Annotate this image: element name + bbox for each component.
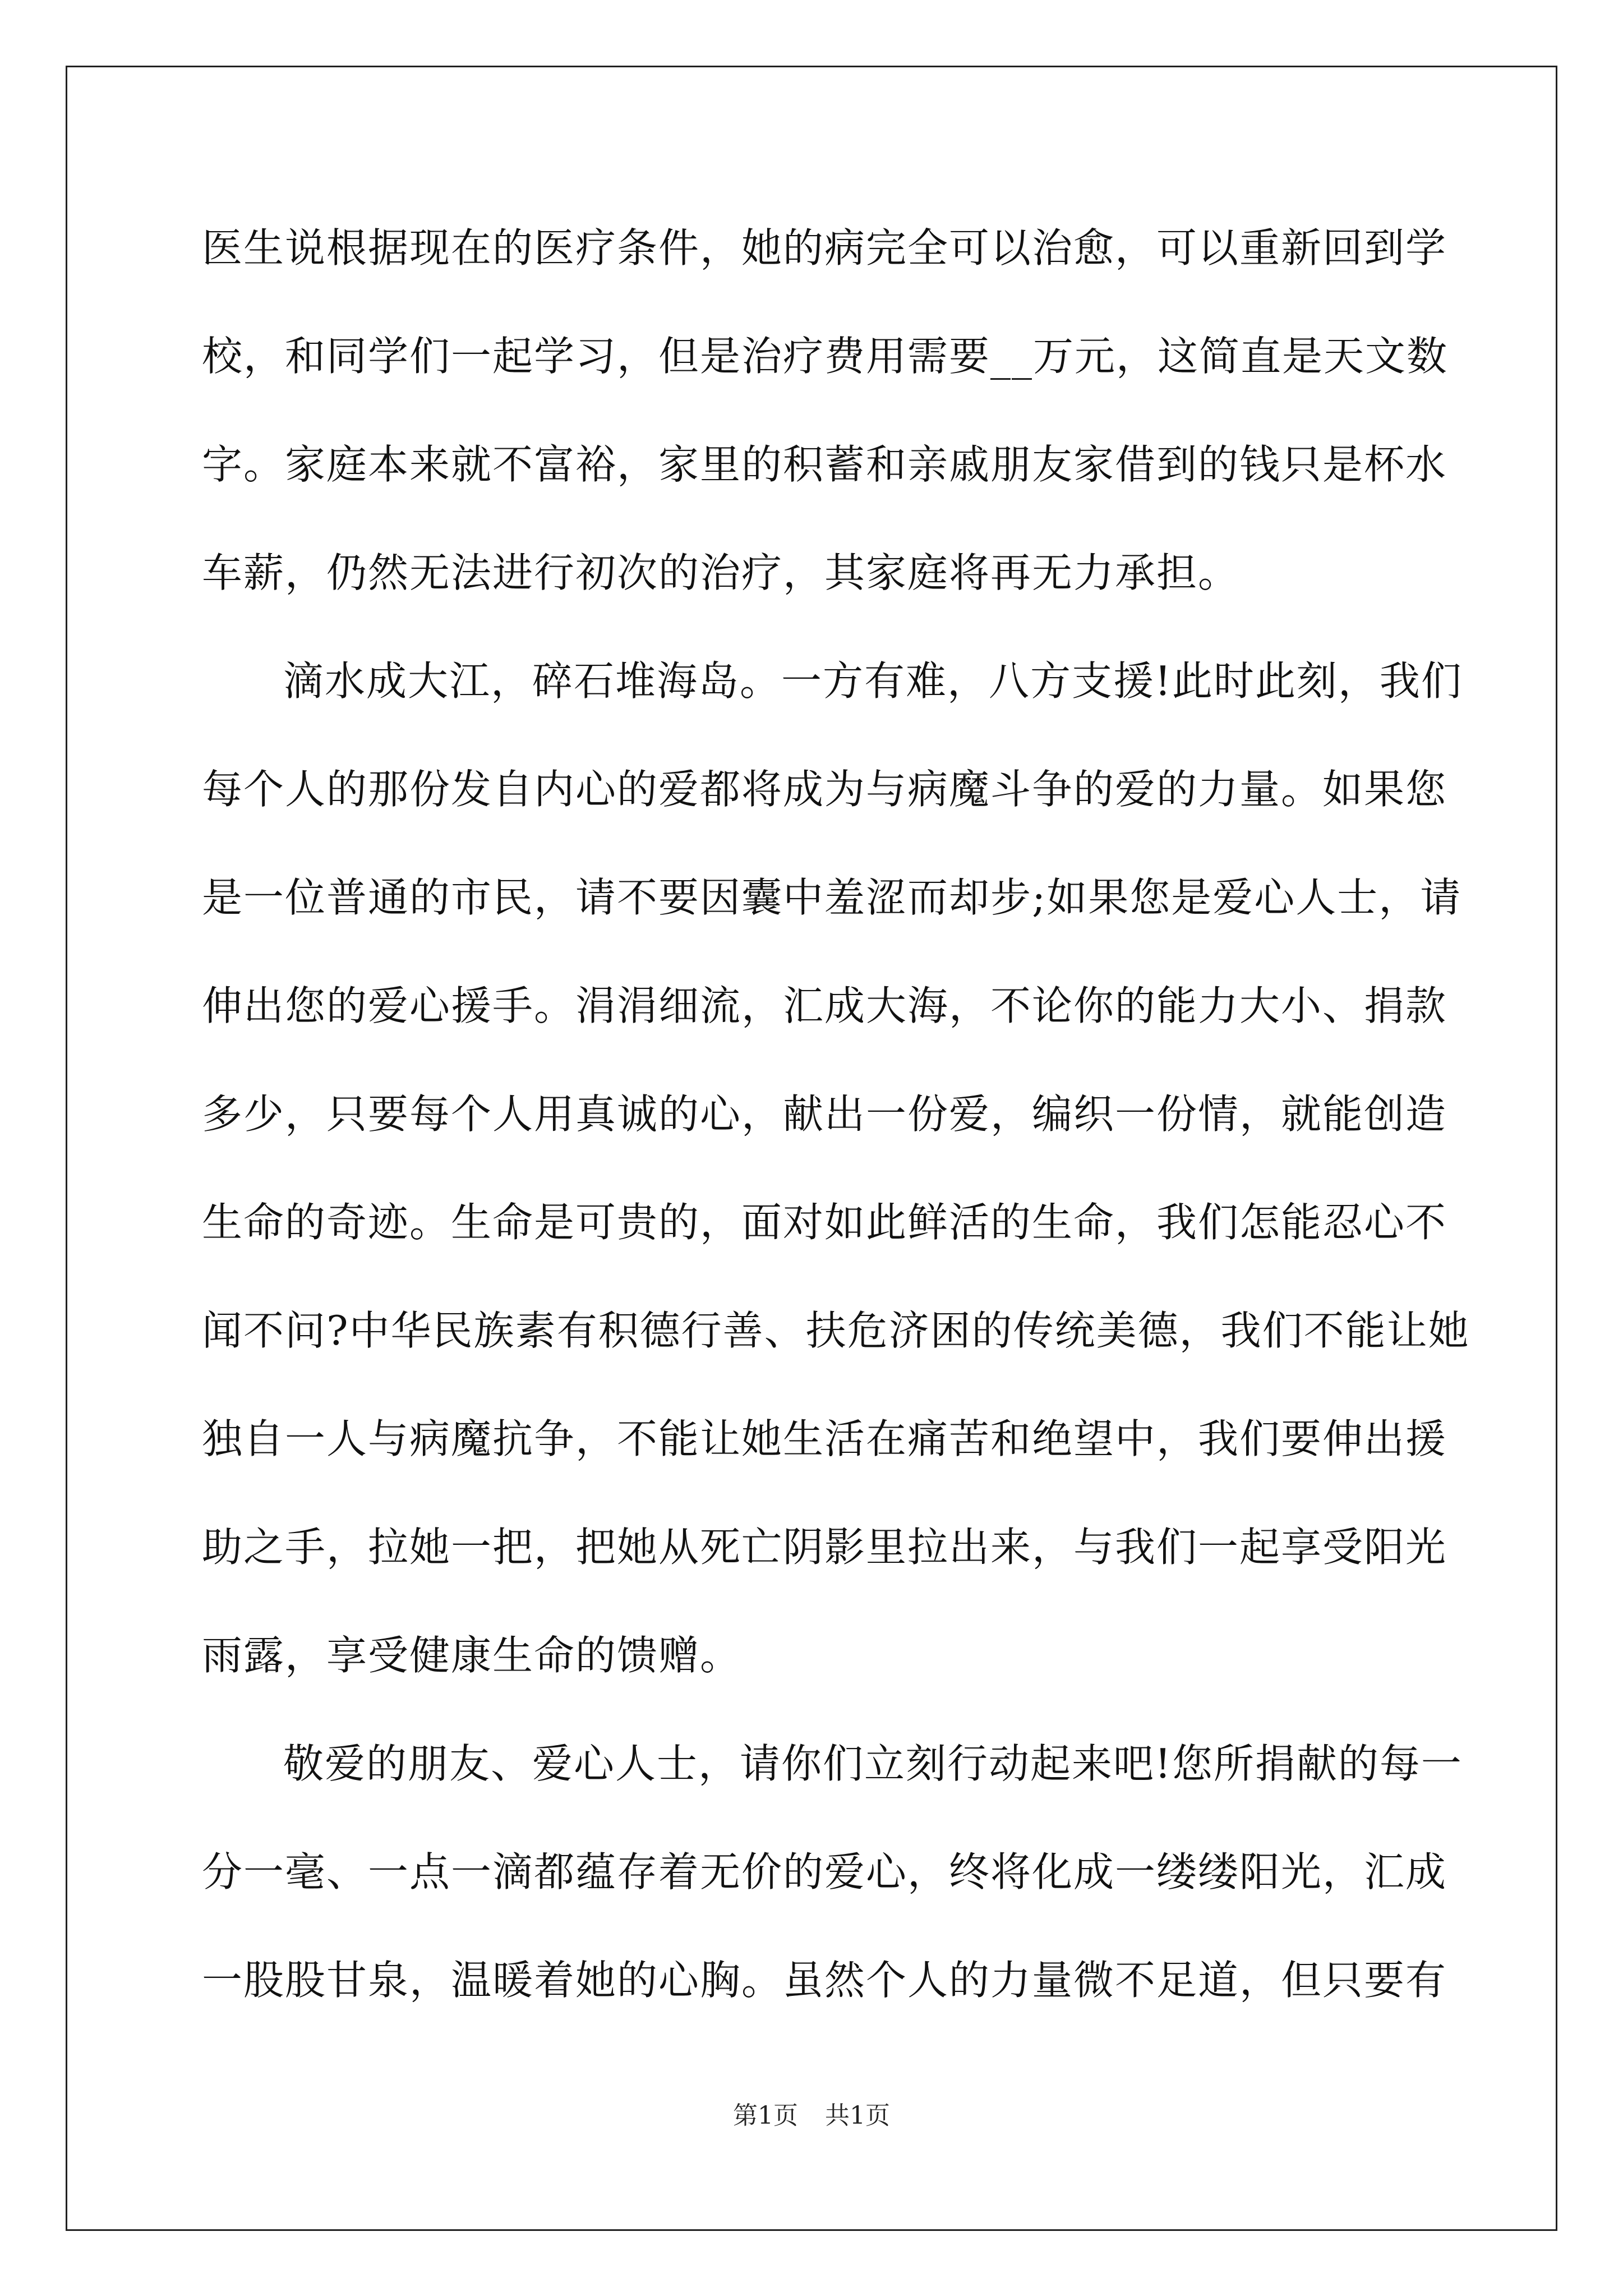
paragraph-line: 医生说根据现在的医疗条件，她的病完全可以治愈，可以重新回到学: [202, 224, 1447, 272]
paragraph-line: 分一毫、一点一滴都蕴存着无价的爱心，终将化成一缕缕阳光，汇成: [202, 1848, 1447, 1895]
paragraph-line: 每个人的那份发自内心的爱都将成为与病魔斗争的爱的力量。如果您: [202, 766, 1447, 813]
page-total: 共1页: [825, 2101, 890, 2130]
paragraph-line: 助之手，拉她一把，把她从死亡阴影里拉出来，与我们一起享受阳光: [202, 1524, 1447, 1571]
paragraph-2: [202, 641, 1470, 1723]
paragraph-line: 敬爱的朋友、爱心人士，请你们立刻行动起来吧!您所捐献的每一: [283, 1740, 1463, 1787]
paragraph-line: 独自一人与病魔抗争，不能让她生活在痛苦和绝望中，我们要伸出援: [202, 1415, 1447, 1462]
page-footer: [0, 2095, 1623, 2131]
document-body: [202, 208, 1470, 2048]
paragraph-line: 滴水成大江，碎石堆海岛。一方有难，八方支援!此时此刻，我们: [283, 657, 1463, 705]
paragraph-line: 雨露，享受健康生命的馈赠。: [202, 1632, 742, 1679]
paragraph-line: 是一位普通的市民，请不要因囊中羞涩而却步;如果您是爱心人士，请: [202, 874, 1462, 921]
paragraph-line: 字。家庭本来就不富裕，家里的积蓄和亲戚朋友家借到的钱只是杯水: [202, 441, 1447, 488]
paragraph-line: 伸出您的爱心援手。涓涓细流，汇成大海，不论你的能力大小、捐款: [202, 982, 1447, 1029]
paragraph-3: [202, 1723, 1463, 2048]
paragraph-line: 闻不问?中华民族素有积德行善、扶危济困的传统美德，我们不能让她: [202, 1307, 1470, 1354]
page-number: 第1页: [733, 2101, 798, 2130]
paragraph-line: 车薪，仍然无法进行初次的治疗，其家庭将再无力承担。: [202, 549, 1240, 596]
paragraph-1: [202, 208, 1449, 641]
paragraph-line: 生命的奇迹。生命是可贵的，面对如此鲜活的生命，我们怎能忍心不: [202, 1199, 1447, 1246]
paragraph-line: 多少，只要每个人用真诚的心，献出一份爱，编织一份情，就能创造: [202, 1091, 1447, 1138]
paragraph-line: 校，和同学们一起学习，但是治疗费用需要__万元，这简直是天文数: [202, 333, 1449, 380]
paragraph-line: 一股股甘泉，温暖着她的心胸。虽然个人的力量微不足道，但只要有: [202, 1957, 1447, 2004]
